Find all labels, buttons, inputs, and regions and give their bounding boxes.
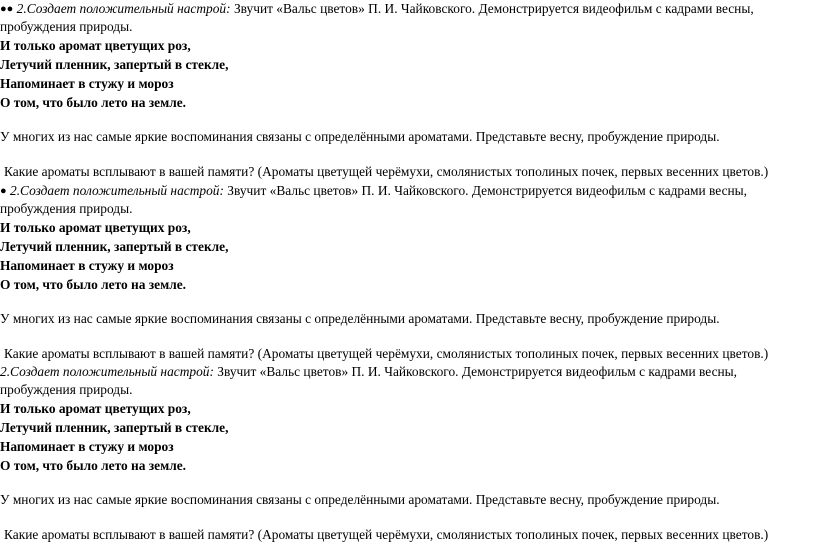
question-paragraph: Какие ароматы всплывают в вашей памяти? (Ароматы цветущей черёмухи, смолянистых тополиных почек, первых весенних цветов.) [4,527,769,542]
step-description: Звучит «Вальс цветов» П. И. Чайковского. Демонстрируется видеофильм с кадрами весны, пробуждения природы. [0,364,738,397]
step-intro [0,0,812,36]
step-description: Звучит «Вальс цветов» П. И. Чайковского. Демонстрируется видеофильм с кадрами весны, пробуждения природы. [0,1,754,34]
step-intro [0,182,812,218]
poem-line: И только аромат цветущих роз, [0,401,191,416]
memories-paragraph: У многих из нас самые яркие воспоминания связаны с определёнными ароматами. Представьте весну, пробуждение природы. [0,311,720,326]
memories-paragraph: У многих из нас самые яркие воспоминания связаны с определёнными ароматами. Представьте весну, пробуждение природы. [0,129,720,144]
step-intro [0,363,812,399]
lesson-step-block [0,0,812,181]
poem [0,218,812,294]
poem-line: Напоминает в стужу и мороз [0,439,174,454]
poem [0,36,812,112]
step-lead: 2.Создает положительный настрой: [0,364,214,379]
poem-line: Напоминает в стужу и мороз [0,76,174,91]
question-paragraph: Какие ароматы всплывают в вашей памяти? (Ароматы цветущей черёмухи, смолянистых тополиных почек, первых весенних цветов.) [4,164,769,179]
poem-line: Летучий пленник, запертый в стекле, [0,57,229,72]
step-description: Звучит «Вальс цветов» П. И. Чайковского. Демонстрируется видеофильм с кадрами весны, пробуждения природы. [0,183,748,216]
bullet-icon: ●● [0,3,14,15]
poem-line: О том, что было лето на земле. [0,458,187,473]
poem-line: И только аромат цветущих роз, [0,220,191,235]
poem-line: О том, что было лето на земле. [0,95,187,110]
poem [0,399,812,475]
question-paragraph: Какие ароматы всплывают в вашей памяти? (Ароматы цветущей черёмухи, смолянистых тополиных почек, первых весенних цветов.) [4,346,769,361]
lesson-step-block [0,182,812,363]
memories-paragraph: У многих из нас самые яркие воспоминания связаны с определёнными ароматами. Представьте весну, пробуждение природы. [0,492,720,507]
poem-line: И только аромат цветущих роз, [0,38,191,53]
poem-line: Летучий пленник, запертый в стекле, [0,420,229,435]
poem-line: О том, что было лето на земле. [0,277,187,292]
bullet-icon: ● [0,185,7,197]
poem-line: Напоминает в стужу и мороз [0,258,174,273]
step-lead: 2.Создает положительный настрой: [16,1,231,16]
lesson-step-block [0,363,812,544]
poem-line: Летучий пленник, запертый в стекле, [0,239,229,254]
step-lead: 2.Создает положительный настрой: [6,183,224,198]
